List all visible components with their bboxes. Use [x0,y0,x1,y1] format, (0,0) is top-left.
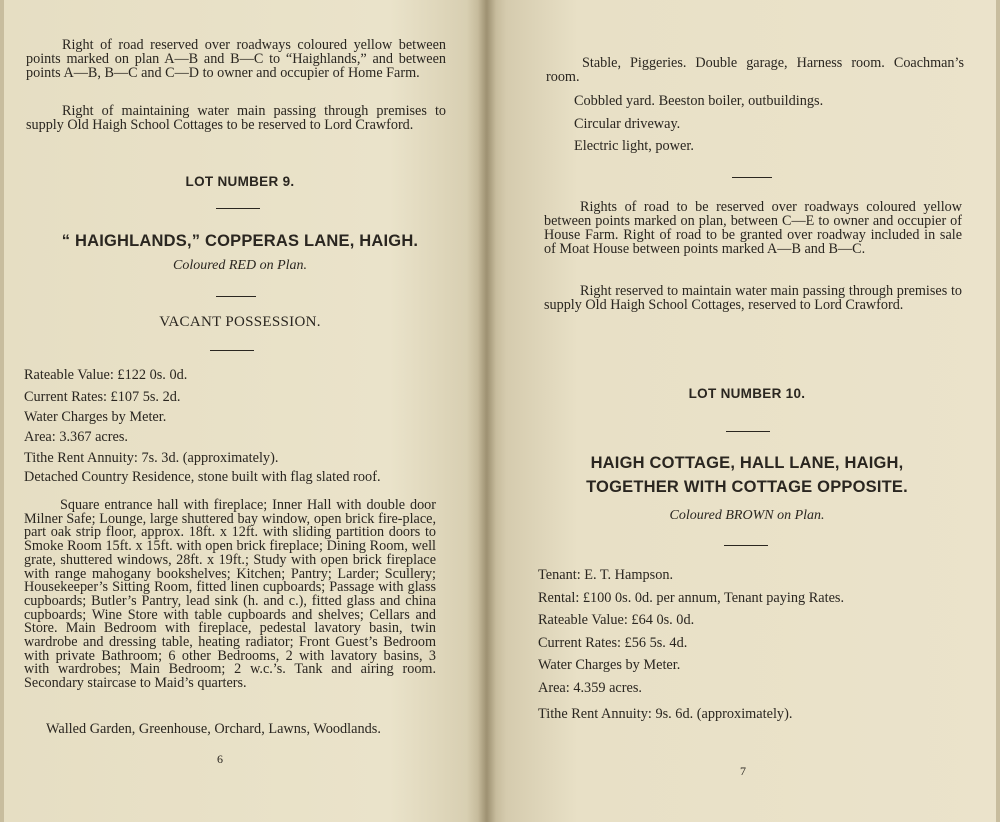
residence-summary: Detached Country Residence, stone built with flag slated roof. [24,469,381,485]
tithe-rent: Tithe Rent Annuity: 7s. 3d. (approximately). [24,450,279,466]
road-rights-paragraph: Right of road reserved over roadways coloured yellow between points marked on plan A—B and B—C to “Haighlands,” and between points A—B, B—C and C—D to owner and occupier of Home Farm. [26,37,446,81]
divider [210,350,254,351]
divider [216,208,260,209]
tithe-rent: Tithe Rent Annuity: 9s. 6d. (approximately). [538,706,793,722]
property-heading: HAIGH COTTAGE, HALL LANE, HAIGH, [590,454,904,472]
feature-line: Circular driveway. [574,116,681,132]
plan-colour-note: Coloured RED on Plan. [172,258,308,273]
water-charges: Water Charges by Meter. [24,409,167,425]
divider [216,296,256,297]
rental: Rental: £100 0s. 0d. per annum, Tenant paying Rates. [538,590,845,606]
feature-line: Cobbled yard. Beeston boiler, outbuildings. [574,93,824,109]
possession-status: VACANT POSSESSION. [159,314,321,330]
gardens: Walled Garden, Greenhouse, Orchard, Lawns, Woodlands. [46,721,381,737]
tenant: Tenant: E. T. Hampson. [538,567,674,583]
feature-line: Electric light, power. [574,138,694,154]
page-number: 6 [217,752,223,766]
water-main-paragraph: Right reserved to maintain water main passing through premises to supply Old Haigh School Cottages, reserved to Lord Crawford. [544,283,962,313]
book-gutter [478,0,496,822]
divider [726,431,770,432]
water-main-paragraph: Right of maintaining water main passing through premises to supply Old Haigh School Cottages to be reserved to Lord Crawford. [26,103,446,133]
water-charges: Water Charges by Meter. [538,657,681,673]
property-heading-line2: TOGETHER WITH COTTAGE OPPOSITE. [586,478,908,496]
lot-title: LOT NUMBER 9. [185,174,295,189]
property-description: Square entrance hall with fireplace; Inner Hall with double door Milner Safe; Lounge, large shuttered bay window, open brick fire-place, part oak strip floor, approx. 18ft. x 12ft. with sliding partition doors to Smoke Room 15ft. x 15ft. with open brick fireplace; Dining Room, well grate, shuttered windows, 28ft. x 19ft.; Study with open brick fireplace with range mahogany bookshelves; Kitchen; Pantry; Larder; Scullery; Housekeeper’s Sitting Room, fitted linen cupboards; Passage with glass cupboards; Butler’s Pantry, lead sink (h. and c.), fitted glass and china cupboards; Wine Store with table cupboards and shelves; Cellars and Store. Main Bedroom with fireplace, pedestal lavatory basin, twin wardrobe and dressing table, heating radiator; Front Guest’s Bedroom with private Bathroom; 6 other Bedrooms, 2 with lavatory basins, 3 with wardrobes; Main Bedroom; 2 w.c.’s. Tank and airing room. Secondary staircase to Maid’s quarters. [24,497,436,692]
page-number: 7 [740,764,746,778]
lot-title: LOT NUMBER 10. [688,386,806,401]
divider [732,177,772,178]
current-rates: Current Rates: £107 5s. 2d. [24,389,181,405]
left-page [0,0,486,822]
divider [724,545,768,546]
rateable-value: Rateable Value: £64 0s. 0d. [538,612,695,628]
road-rights-paragraph: Rights of road to be reserved over roadways coloured yellow between points marked on plan, between C—E to owner and occupier of House Farm. Right of road to be granted over roadway included in sale of Moat House between points marked A—B and B—C. [544,199,962,257]
property-heading: “ HAIGHLANDS,” COPPERAS LANE, HAIGH. [61,232,419,250]
rateable-value: Rateable Value: £122 0s. 0d. [24,367,188,383]
area: Area: 4.359 acres. [538,680,643,696]
right-page [486,0,1000,822]
area: Area: 3.367 acres. [24,429,129,445]
plan-colour-note: Coloured BROWN on Plan. [669,508,825,523]
outbuildings-paragraph: Stable, Piggeries. Double garage, Harness room. Coachman’s room. [546,55,964,85]
current-rates: Current Rates: £56 5s. 4d. [538,635,688,651]
